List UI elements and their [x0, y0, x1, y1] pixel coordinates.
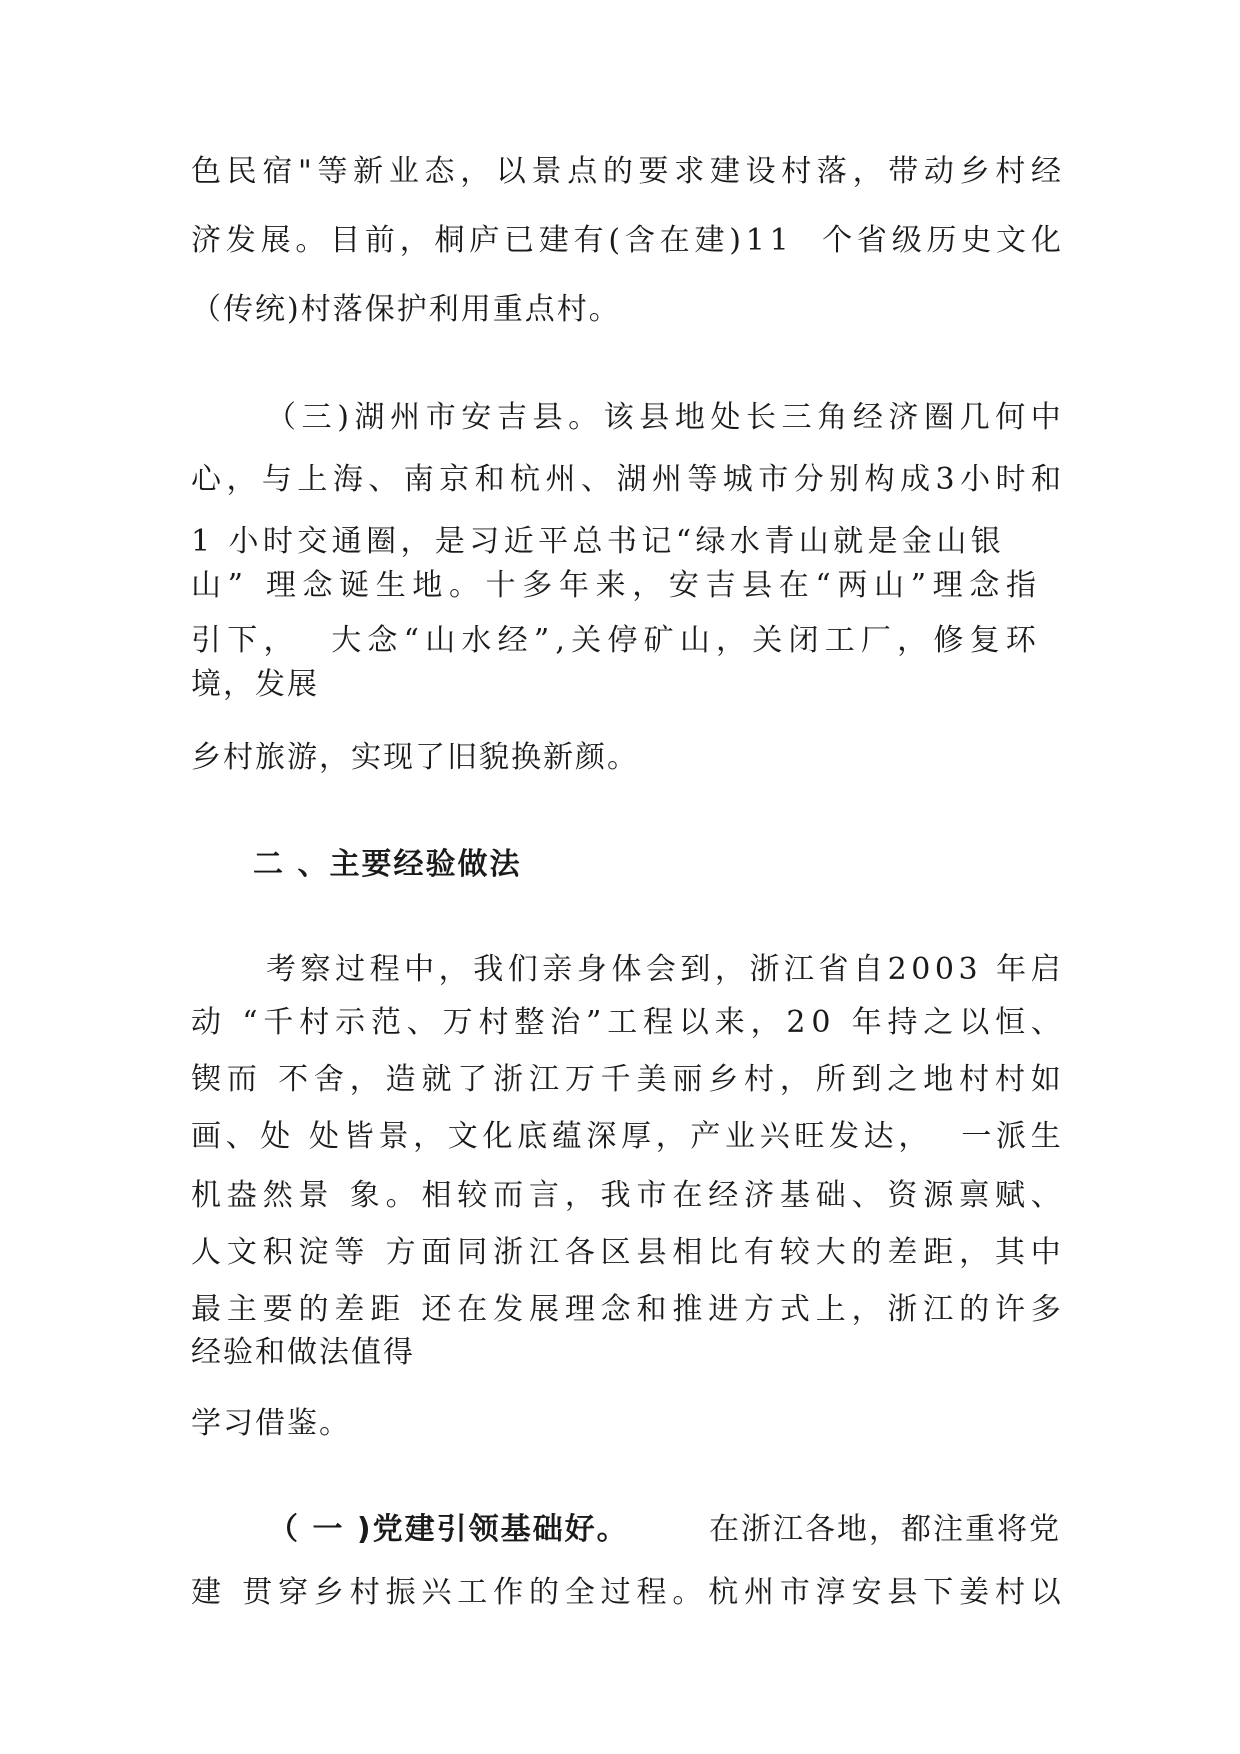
text-line: 境，发展 [191, 667, 319, 702]
bold-lead: （ 一 )党建引领基础好。 [268, 1512, 629, 1547]
text-line: 锲 而 不 舍 ， 造 就 了 浙 江 万 千 美 丽 乡 村 ， 所 到 之 地 村 村 如 [191, 1062, 1061, 1097]
text-line: （ 三 ) 湖 州 市 安 吉 县 。 该 县 地 处 长 三 角 经 济 圈 几 何 中 [266, 400, 1061, 435]
text-line: 建 贯 穿 乡 村 振 兴 工 作 的 全 过 程 。 杭 州 市 淳 安 县 下 姜 村 以 [191, 1575, 1061, 1610]
section-heading: 二 、主要经验做法 [253, 847, 522, 882]
text-line: 山 ” 理 念 诞 生 地 。 十 多 年 来 ， 安 吉 县 在 “ 两 山 ” 理 念 指 [191, 568, 1036, 603]
text-line [268, 1510, 1061, 1550]
text-line: 人 文 积 淀 等 方 面 同 浙 江 各 区 县 相 比 有 较 大 的 差 距 ， 其 中 [191, 1235, 1061, 1270]
text-line: 济 发 展 。 目 前 ， 桐 庐 已 建 有 ( 含 在 建 ) 1 1 个 省 级 历 史 文 化 [191, 223, 1061, 258]
text-line: 经验和做法值得 [191, 1335, 415, 1370]
text-line: 最 主 要 的 差 距 还 在 发 展 理 念 和 推 进 方 式 上 ， 浙 江 的 许 多 [191, 1292, 1061, 1327]
text-line: 1 小 时 交 通 圈 ， 是 习 近 平 总 书 记 “ 绿 水 青 山 就 是 金 山 银 [191, 524, 1001, 559]
text-line: 机 盎 然 景 象 。 相 较 而 言 ， 我 市 在 经 济 基 础 、 资 源 禀 赋 、 [191, 1178, 1061, 1213]
text-line: 动 “ 千 村 示 范 、 万 村 整 治 ” 工 程 以 来 ， 2 0 年 持 之 以 恒 、 [191, 1005, 1061, 1040]
text-line: 色 民 宿 " 等 新 业 态 ， 以 景 点 的 要 求 建 设 村 落 ， 带 动 乡 村 经 [191, 154, 1061, 189]
text-line: 心 ， 与 上 海 、 南 京 和 杭 州 、 湖 州 等 城 市 分 别 构 成 3 小 时 和 [191, 462, 1061, 497]
text-line: 乡村旅游，实现了旧貌换新颜。 [191, 740, 639, 775]
text-line: （传统)村落保护利用重点村。 [191, 292, 621, 327]
text-line: 画 、 处 处 皆 景 ， 文 化 底 蕴 深 厚 ， 产 业 兴 旺 发 达 ， 一 派 生 [191, 1119, 1061, 1154]
text-segment: 在浙江各地，都注重将党 [709, 1512, 1061, 1547]
text-line: 学习借鉴。 [191, 1406, 351, 1441]
text-line: 考 察 过 程 中 ， 我 们 亲 身 体 会 到 ， 浙 江 省 自 2 0 0 3 年 启 [266, 952, 1061, 987]
text-line: 引 下 ， 大 念 “ 山 水 经 ” , 关 停 矿 山 ， 关 闭 工 厂 ， 修 复 环 [191, 623, 1036, 658]
